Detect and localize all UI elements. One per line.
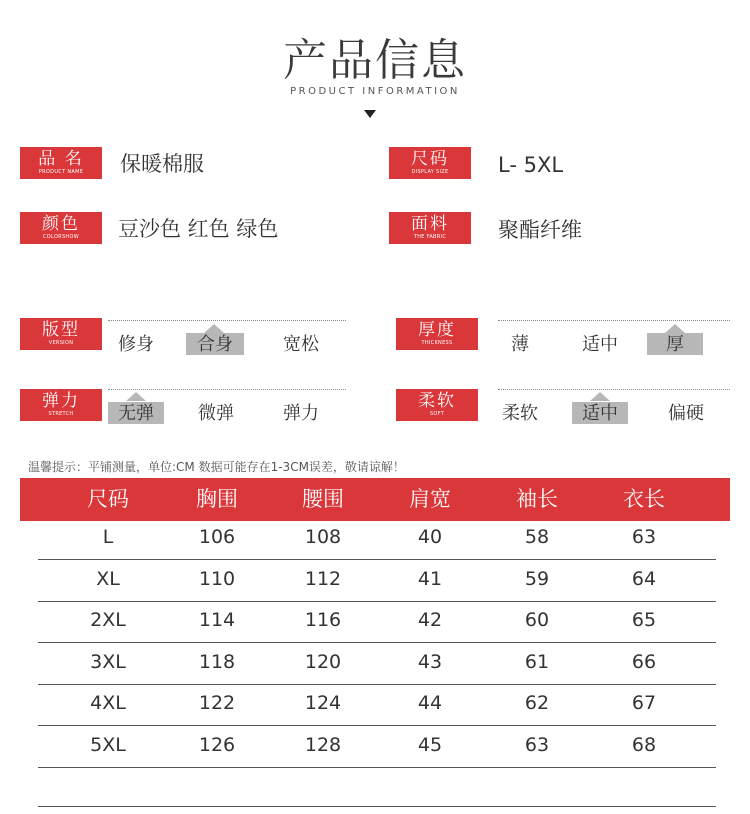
measurement-note: 温馨提示：平铺测量，单位:CM 数据可能存在1-3CM误差，敬请谅解！ <box>28 460 405 474</box>
elasticity-tag-label-en: STRETCH <box>48 411 74 417</box>
softness-tag-label: 柔软 <box>418 391 456 411</box>
elasticity-tag-label: 弹力 <box>42 391 80 411</box>
table-cell: 67 <box>631 692 657 714</box>
color-tag-label-en: COLORSHOW <box>43 234 79 240</box>
thickness-option-3: 厚 <box>666 334 684 355</box>
fabric-tag <box>389 212 471 244</box>
thickness-tag <box>396 318 478 350</box>
table-cell: 124 <box>304 692 342 714</box>
table-cell: 63 <box>524 733 550 756</box>
table-cell: 4XL <box>90 692 126 714</box>
table-cell: 63 <box>631 526 657 548</box>
softness-option-3: 偏硬 <box>668 403 704 424</box>
table-cell: 112 <box>304 567 342 590</box>
table-header-cell: 腰围 <box>302 487 344 511</box>
selector-pointer-icon <box>204 324 224 333</box>
table-cell: 62 <box>524 692 550 714</box>
elasticity-tag <box>20 389 102 421</box>
table-cell: 44 <box>417 692 443 714</box>
table-cell: 58 <box>524 526 550 548</box>
table-cell: XL <box>96 567 120 590</box>
table-cell: 108 <box>304 526 342 548</box>
fit-option-2: 合身 <box>197 334 233 355</box>
table-cell: 40 <box>417 526 443 548</box>
table-header-cell: 袖长 <box>516 487 558 511</box>
dotted-divider <box>108 389 346 390</box>
fabric-tag-label-en: THE FABRIC <box>413 234 447 240</box>
table-cell: 65 <box>631 609 657 631</box>
page-subtitle: PRODUCT INFORMATION <box>290 86 460 97</box>
table-cell: 118 <box>198 650 236 673</box>
thickness-tag-label: 厚度 <box>418 320 456 340</box>
table-cell: 106 <box>198 526 236 548</box>
triangle-down-icon <box>364 110 376 118</box>
table-header-cell: 尺码 <box>87 487 129 511</box>
table-cell: 3XL <box>90 650 126 673</box>
table-cell: 5XL <box>90 733 126 756</box>
table-header-cell: 胸围 <box>196 487 238 511</box>
table-cell: 61 <box>524 650 550 673</box>
table-cell: 64 <box>631 567 657 590</box>
fit-option-1: 修身 <box>118 334 154 355</box>
table-cell: 59 <box>524 567 550 590</box>
product-name-tag <box>20 147 102 179</box>
table-cell: 68 <box>631 733 657 756</box>
thickness-tag-label-en: THICKNESS <box>421 340 453 346</box>
table-cell: 42 <box>417 609 443 631</box>
table-cell: L <box>102 526 114 548</box>
dotted-divider <box>498 389 730 390</box>
elasticity-option-3: 弹力 <box>283 403 319 424</box>
table-cell: 43 <box>417 650 443 673</box>
row-divider <box>38 559 716 560</box>
row-divider <box>38 642 716 643</box>
table-cell: 66 <box>631 650 657 673</box>
table-cell: 114 <box>198 609 236 631</box>
table-cell: 126 <box>198 733 236 756</box>
table-header-cell: 肩宽 <box>409 487 451 511</box>
size-tag <box>389 147 471 179</box>
dotted-divider <box>498 320 730 321</box>
page-title: 产品信息 <box>283 35 467 86</box>
thickness-option-2: 适中 <box>582 334 618 355</box>
thickness-option-1: 薄 <box>511 334 529 355</box>
size-tag-label: 尺码 <box>411 149 449 169</box>
table-cell: 116 <box>304 609 342 631</box>
table-cell: 60 <box>524 609 550 631</box>
table-cell: 120 <box>304 650 342 673</box>
row-divider <box>38 601 716 602</box>
dotted-divider <box>108 320 346 321</box>
color-value: 豆沙色 红色 绿色 <box>118 217 279 241</box>
table-header-cell: 衣长 <box>623 487 665 511</box>
row-divider <box>38 725 716 726</box>
row-divider <box>38 806 716 807</box>
color-tag <box>20 212 102 244</box>
selector-pointer-icon <box>126 392 146 401</box>
table-cell: 122 <box>198 692 236 714</box>
elasticity-option-1: 无弹 <box>118 403 154 424</box>
row-divider <box>38 767 716 768</box>
table-cell: 2XL <box>90 609 126 631</box>
softness-option-2: 适中 <box>582 403 618 424</box>
fit-tag-label-en: VERSION <box>48 340 74 346</box>
elasticity-option-2: 微弹 <box>198 403 234 424</box>
table-cell: 45 <box>417 733 443 756</box>
softness-tag-label-en: SOFT <box>429 411 445 417</box>
fit-tag-label: 版型 <box>42 320 80 340</box>
size-tag-label-en: DISPLAY SIZE <box>411 169 449 175</box>
selector-pointer-icon <box>665 324 685 333</box>
selector-pointer-icon <box>590 392 610 401</box>
table-cell: 128 <box>304 733 342 756</box>
fabric-tag-label: 面料 <box>411 214 449 234</box>
size-value: L- 5XL <box>498 153 564 177</box>
product-name-value: 保暖棉服 <box>120 152 204 176</box>
color-tag-label: 颜色 <box>42 214 80 234</box>
fit-tag <box>20 318 102 350</box>
table-cell: 110 <box>198 567 236 590</box>
fabric-value: 聚酯纤维 <box>498 218 582 242</box>
fit-option-3: 宽松 <box>283 334 319 355</box>
softness-tag <box>396 389 478 421</box>
row-divider <box>38 684 716 685</box>
product-name-tag-label-en: PRODUCT NAME <box>38 169 84 175</box>
table-cell: 41 <box>417 567 443 590</box>
softness-option-1: 柔软 <box>502 403 538 424</box>
product-name-tag-label: 品 名 <box>38 149 84 169</box>
